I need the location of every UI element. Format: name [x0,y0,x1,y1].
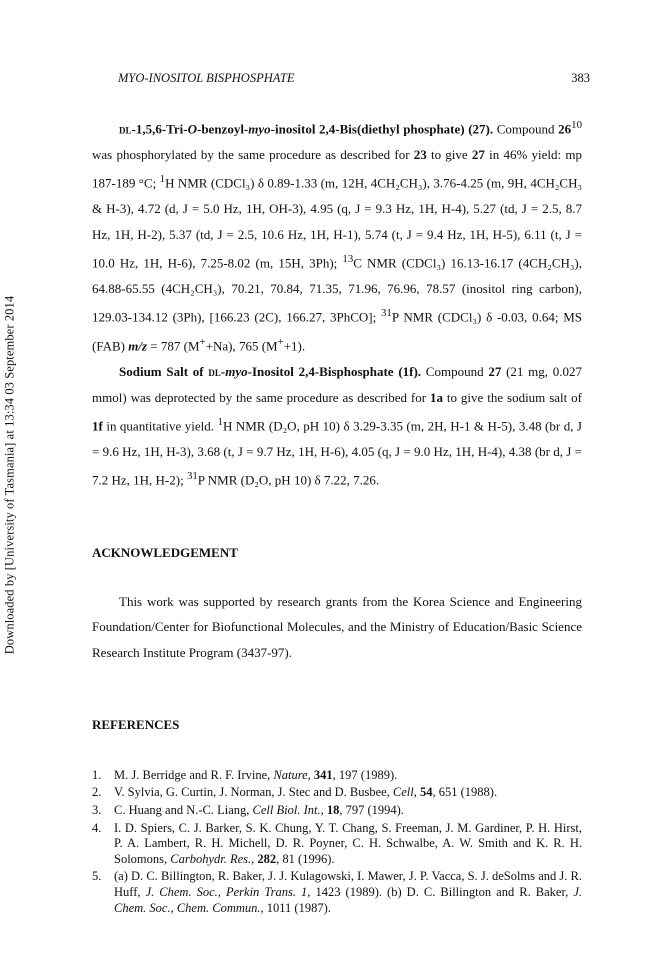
running-header [118,71,590,86]
download-note: Downloaded by [University of Tasmania] at 13:34 03 September 2014 [2,295,17,655]
reference-item: 5. (a) D. C. Billington, R. Baker, J. J. Kulagowski, I. Mawer, J. P. Vacca, S. J. deSolms and J. R. Huff, J. Chem. Soc., Perkin Trans. 1, 1423 (1989). (b) D. C. Billington and R. Baker, J. Chem. Soc., Chem. Commun., 1011 (1987). [92,869,582,915]
reference-item: 3. C. Huang and N.-C. Liang, Cell Biol. Int., 18, 797 (1994). [92,802,404,817]
acknowledgement-heading: ACKNOWLEDGEMENT [92,545,238,561]
page-body [92,113,582,918]
paragraph-sodium-salt: Sodium Salt of dl-myo-Inositol 2,4-Bisphosphate (1f). Compound 27 (21 mg, 0.027 mmol) was deprotected by the same procedure as described for 1a to give the sodium salt of 1f in quantitative yield. $^1$H NMR (D₂O, pH 10) δ 3.29-3.35 (m, 2H, H-1 & H-5), 3.48 (br d, J = 9.6 Hz, 1H, H-3), 3.68 (t, J = 9.7 Hz, 1H, H-6), 4.05 (q, J = 9.0 Hz, 1H, H-4), 4.38 (br d, J = 7.2 Hz, 1H, H-2); $^{31}$P NMR (D₂O, pH 10) δ 7.22, 7.26. [92,364,582,488]
sodium-salt-title: Sodium Salt of dl-myo-Inositol 2,4-Bisphosphate (1f). [119,364,422,380]
references-heading: REFERENCES [92,717,180,733]
reference-item: 4. I. D. Spiers, C. J. Barker, S. K. Chung, Y. T. Chang, S. Freeman, J. M. Gardiner, P. H. Hirst, P. A. Lambert, R. H. Michell, D. R. Poyner, C. H. Schwalbe, A. W. Smith and K. R. H. Solomons, Carbohydr. Res., 282, 81 (1996). [92,820,582,866]
compound-27-title: dl-1,5,6-Tri-O-benzoyl-myo-inositol 2,4-Bis(diethyl phosphate) (27). [119,121,494,137]
page-number: 383 [571,71,590,85]
running-title: MYO-INOSITOL BISPHOSPHATE [118,71,295,85]
reference-list [92,768,582,916]
reference-item: 1. M. J. Berridge and R. F. Irvine, Nature, 341, 197 (1989). [92,767,398,782]
download-watermark [0,0,20,960]
acknowledgement-text: This work was supported by research grants from the Korea Science and Engineering Foundation/Center for Biofunctional Molecules, and the Ministry of Education/Basic Science Research Institute Program (3437-97). [92,593,582,660]
reference-item: 2. V. Sylvia, G. Curtin, J. Norman, J. Stec and D. Busbee, Cell, 54, 651 (1988). [92,785,498,800]
paragraph-compound-27: dl-1,5,6-Tri-O-benzoyl-myo-inositol 2,4-Bis(diethyl phosphate) (27). Compound $26^{10}$ was phosphorylated by the same procedure as described for 23 to give 27 in 46% yield: mp 187-189 °C; $^1$H NMR (CDCl₃) δ 0.89-1.33 (m, 12H, 4CH₂CH₃), 3.76-4.25 (m, 9H, 4CH₂CH₃ & H-3), 4.72 (d, J = 5.0 Hz, 1H, OH-3), 4.95 (q, J = 9.3 Hz, 1H, H-4), 5.27 (td, J = 2.5, 8.7 Hz, 1H, H-2), 5.37 (td, J = 2.5, 10.6 Hz, 1H, H-1), 5.74 (t, J = 9.4 Hz, 1H, H-5), 6.11 (t, J = 10.0 Hz, 1H, H-6), 7.25-8.02 (m, 15H, 3Ph); $^{13}$C NMR (CDCl₃) 16.13-16.17 (4CH₂CH₃), 64.88-65.55 (4CH₂CH₃), 70.21, 70.84, 71.35, 71.96, 76.96, 78.57 (inositol ring carbon), 129.03-134.12 (3Ph), [166.23 (2C), 166.27, 3PhCO]; $^{31}$P NMR (CDCl₃) δ -0.03, 0.64; MS (FAB) m/z = 787 (M++Na), 765 (M++1). [92,119,582,354]
